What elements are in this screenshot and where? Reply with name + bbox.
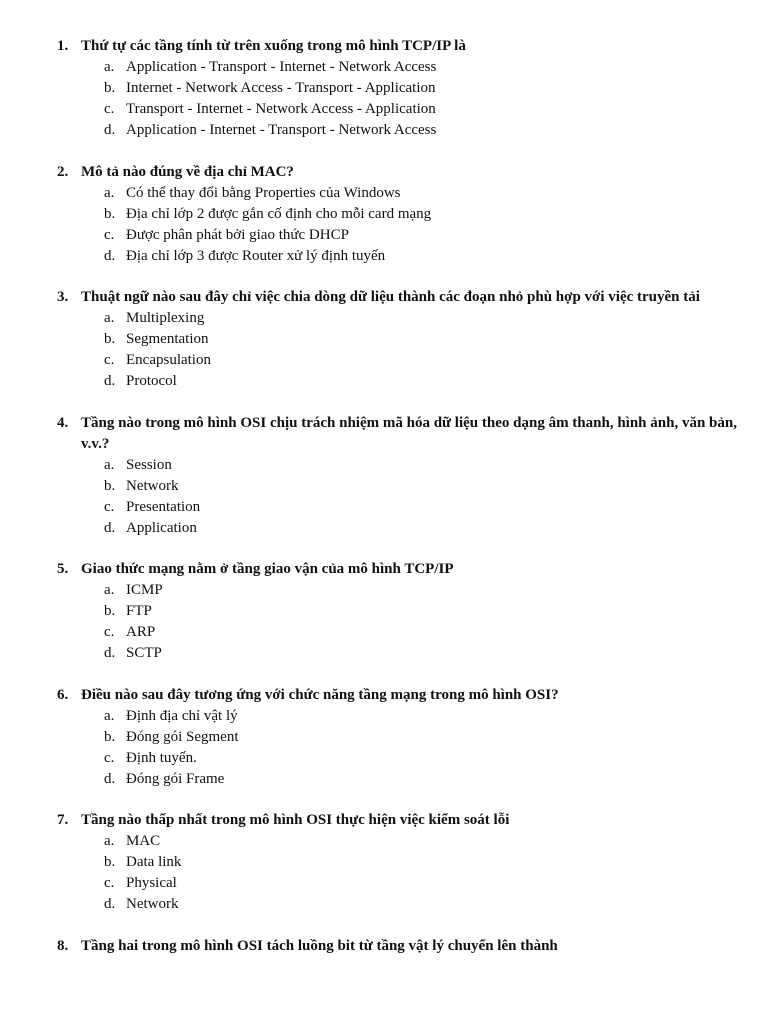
question-header xyxy=(0,413,768,455)
option-letter: b. xyxy=(104,603,116,619)
option-text: Đóng gói Segment xyxy=(126,728,239,745)
option-letter: d. xyxy=(104,770,116,787)
question-2 xyxy=(0,162,768,267)
question-5 xyxy=(0,559,768,664)
option-letter: d. xyxy=(104,122,116,138)
option-letter: a. xyxy=(104,582,115,598)
question-number: 4. xyxy=(57,414,69,431)
answer-option xyxy=(0,518,768,539)
question-header xyxy=(0,559,768,580)
option-text: Segmentation xyxy=(126,331,209,347)
question-header xyxy=(0,936,768,957)
option-text: Network xyxy=(126,896,179,912)
option-text: FTP xyxy=(126,603,152,619)
answer-option xyxy=(0,308,768,329)
option-letter: c. xyxy=(104,352,115,368)
option-text: Physical xyxy=(126,875,177,891)
option-text: Protocol xyxy=(126,373,177,389)
option-letter: c. xyxy=(104,101,115,117)
question-header xyxy=(0,810,768,831)
answer-option xyxy=(0,706,768,727)
option-letter: d. xyxy=(104,373,116,389)
question-number: 5. xyxy=(57,561,69,577)
question-8 xyxy=(0,936,768,957)
question-header xyxy=(0,287,768,308)
option-letter: d. xyxy=(104,519,116,536)
option-letter: d. xyxy=(104,645,116,661)
option-text: Application - Internet - Transport - Network Access xyxy=(126,122,437,138)
answer-option xyxy=(0,99,768,120)
question-number: 6. xyxy=(57,686,69,703)
option-letter: b. xyxy=(104,728,116,745)
option-text: Internet - Network Access - Transport - Application xyxy=(126,80,436,96)
option-letter: d. xyxy=(104,247,116,264)
option-letter: c. xyxy=(104,226,115,243)
option-letter: b. xyxy=(104,854,116,870)
answer-option xyxy=(0,476,768,497)
answer-option xyxy=(0,455,768,476)
option-text: ICMP xyxy=(126,582,163,598)
option-letter: a. xyxy=(104,59,115,75)
answer-option xyxy=(0,371,768,392)
option-text: Session xyxy=(126,456,172,473)
option-text: ARP xyxy=(126,624,156,640)
answer-option xyxy=(0,350,768,371)
option-letter: c. xyxy=(104,875,115,891)
option-text: Được phân phát bởi giao thức DHCP xyxy=(126,226,349,243)
option-text: Địa chỉ lớp 2 được gắn cố định cho mỗi card mạng xyxy=(126,205,432,222)
option-text: Đóng gói Frame xyxy=(126,770,225,787)
question-text: Mô tả nào đúng về địa chỉ MAC? xyxy=(81,163,294,180)
question-number: 8. xyxy=(57,937,69,954)
option-text: Application xyxy=(126,519,197,536)
option-text: Multiplexing xyxy=(126,310,205,326)
question-4 xyxy=(0,413,768,539)
quiz-document xyxy=(0,36,768,977)
answer-option xyxy=(0,183,768,204)
answer-option xyxy=(0,894,768,915)
option-letter: a. xyxy=(104,184,115,201)
question-header xyxy=(0,36,768,57)
option-text: Encapsulation xyxy=(126,352,211,368)
option-letter: c. xyxy=(104,498,115,515)
answer-option xyxy=(0,748,768,769)
option-text: SCTP xyxy=(126,645,162,661)
answer-option xyxy=(0,727,768,748)
question-text: Tầng nào trong mô hình OSI chịu trách nhiệm mã hóa dữ liệu theo dạng âm thanh, hình ảnh, văn bản, v.v.? xyxy=(81,414,737,452)
question-header xyxy=(0,685,768,706)
answer-option xyxy=(0,643,768,664)
option-text: Presentation xyxy=(126,498,201,515)
option-text: MAC xyxy=(126,833,161,849)
option-letter: a. xyxy=(104,310,115,326)
option-text: Network xyxy=(126,477,179,494)
question-text: Thứ tự các tầng tính từ trên xuống trong mô hình TCP/IP là xyxy=(81,38,466,54)
answer-option xyxy=(0,497,768,518)
option-letter: b. xyxy=(104,331,116,347)
answer-option xyxy=(0,769,768,790)
question-number: 1. xyxy=(57,38,69,54)
question-header xyxy=(0,162,768,183)
option-text: Định tuyến. xyxy=(126,749,197,766)
answer-option xyxy=(0,225,768,246)
option-letter: c. xyxy=(104,624,115,640)
question-text: Tầng nào thấp nhất trong mô hình OSI thực hiện việc kiểm soát lỗi xyxy=(81,812,510,828)
question-7 xyxy=(0,810,768,915)
question-3 xyxy=(0,287,768,392)
option-letter: a. xyxy=(104,833,115,849)
question-number: 7. xyxy=(57,812,69,828)
answer-option xyxy=(0,329,768,350)
answer-option xyxy=(0,622,768,643)
answer-option xyxy=(0,580,768,601)
answer-option xyxy=(0,57,768,78)
option-letter: b. xyxy=(104,205,116,222)
option-letter: b. xyxy=(104,477,116,494)
option-letter: a. xyxy=(104,456,115,473)
answer-option xyxy=(0,852,768,873)
answer-option xyxy=(0,601,768,622)
option-letter: c. xyxy=(104,749,115,766)
option-letter: d. xyxy=(104,896,116,912)
question-text: Điều nào sau đây tương ứng với chức năng tầng mạng trong mô hình OSI? xyxy=(81,686,559,703)
option-letter: b. xyxy=(104,80,116,96)
option-letter: a. xyxy=(104,707,115,724)
answer-option xyxy=(0,873,768,894)
answer-option xyxy=(0,831,768,852)
question-6 xyxy=(0,685,768,790)
answer-option xyxy=(0,246,768,267)
question-text: Thuật ngữ nào sau đây chỉ việc chia dòng dữ liệu thành các đoạn nhỏ phù hợp với việc truyền tải xyxy=(81,289,700,305)
option-text: Địa chỉ lớp 3 được Router xử lý định tuyến xyxy=(126,247,386,264)
option-text: Có thể thay đổi bằng Properties của Windows xyxy=(126,184,401,201)
answer-option xyxy=(0,78,768,99)
question-text: Giao thức mạng nằm ở tầng giao vận của mô hình TCP/IP xyxy=(81,561,454,577)
answer-option xyxy=(0,204,768,225)
option-text: Application - Transport - Internet - Network Access xyxy=(126,59,437,75)
option-text: Data link xyxy=(126,854,182,870)
answer-option xyxy=(0,120,768,141)
question-1 xyxy=(0,36,768,141)
question-text: Tầng hai trong mô hình OSI tách luồng bit từ tầng vật lý chuyển lên thành xyxy=(81,937,558,954)
question-number: 2. xyxy=(57,163,69,180)
option-text: Định địa chỉ vật lý xyxy=(126,707,238,724)
option-text: Transport - Internet - Network Access - Application xyxy=(126,101,436,117)
question-number: 3. xyxy=(57,289,69,305)
